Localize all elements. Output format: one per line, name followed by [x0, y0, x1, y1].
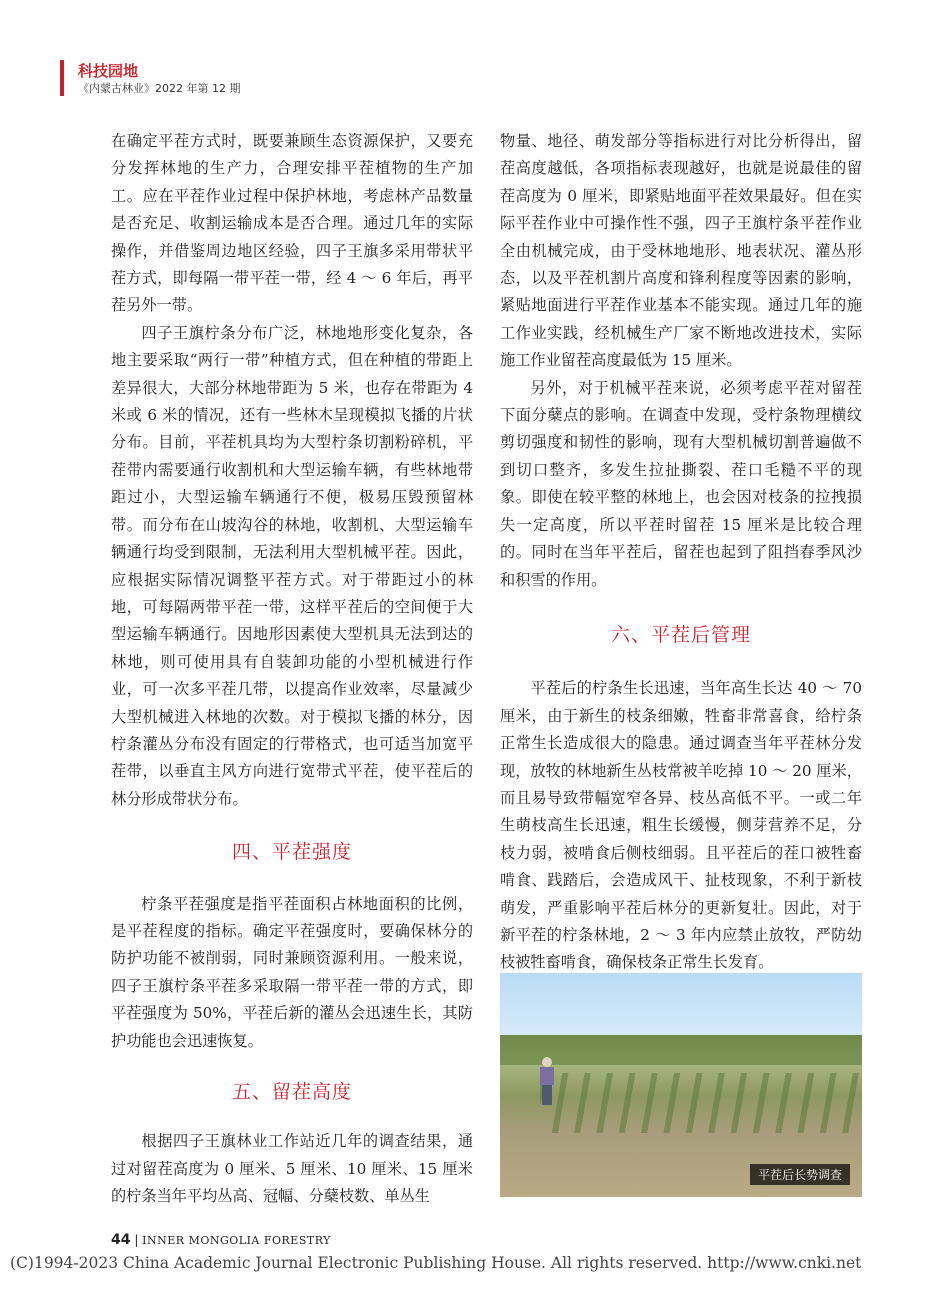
paragraph: 另外，对于机械平茬来说，必须考虑平茬对留茬下面分蘖点的影响。在调查中发现，受柠条物理横纹剪切强度和韧性的影响，现有大型机械切割普遍做不到切口整齐，多发生拉扯撕裂、茬口毛糙不平的现象。即使在较平整的林地上，也会因对枝条的拉拽损失一定高度，所以平茬时留茬 15 厘米是比较合理的。同时在当年平茬后，留茬也起到了阻挡春季风沙和积雪的作用。: [500, 378, 862, 589]
page-footer: [111, 1232, 331, 1248]
paragraph: 在确定平茬方式时，既要兼顾生态资源保护，又要充分发挥林地的生产力，合理安排平茬植物的生产加工。应在平茬作业过程中保护林地，考虑林产品数量是否充足、收割运输成本是否合理。通过几年的实际操作，并借鉴周边地区经验，四子王旗多采用带状平茬方式，即每隔一带平茬一带，经 4 ～ 6 年后，再平茬另外一带。: [111, 132, 473, 315]
header-accent-bar: [60, 60, 64, 96]
heading-section-5: 五、留茬高度: [231, 1081, 352, 1103]
heading-section-4: 四、平茬强度: [231, 841, 352, 864]
footer-divider: |: [134, 1233, 143, 1247]
page-number: 44: [111, 1232, 131, 1248]
field-photo: [500, 973, 862, 1197]
paragraph: 四子王旗柠条分布广泛，林地地形变化复杂，各地主要采取“两行一带”种植方式，但在种植的带距上差异很大，大部分林地带距为 5 米，也存在带距为 4 米或 6 米的情况，还有一些林木呈现模拟飞播的片状分布。目前，平茬机具均为大型柠条切割粉碎机，平茬带内需要通行收割机和大型运输车辆，有些林地带距过小，大型运输车辆通行不便，极易压毁预留林带。而分布在山坡沟谷的林地，收割机、大型运输车辆通行均受到限制，无法利用大型机械平茬。因此，应根据实际情况调整平茬方式。对于带距过小的林地，可每隔两带平茬一带，这样平茬后的空间便于大型运输车辆通行。因地形因素使大型机具无法到达的林地，则可使用具有自装卸功能的小型机械进行作业，可一次多平茬几带，以提高作业效率，尽量减少大型机械进入林地的次数。对于模拟飞播的林分，因柠条灌丛分布没有固定的行带格式，也可适当加宽平茬带，以垂直主风方向进行宽带式平茬，使平茬后的林分形成带状分布。: [111, 323, 473, 808]
paragraph: 平茬后的柠条生长迅速，当年高生长达 40 ～ 70 厘米，由于新生的枝条细嫩，牲畜非常喜食，给柠条正常生长造成很大的隐患。通过调查当年平茬林分发现，放牧的林地新生丛枝常被羊吃掉 10 ～ 20 厘米，而且易导致带幅宽窄各异、枝丛高低不平。一或二年生萌枝高生长迅速，粗生长缓慢，侧芽营养不足，分枝力弱，被啃食后侧枝细弱。且平茬后的茬口被牲畜啃食、践踏后，会造成风干、扯枝现象，不利于新枝萌发，严重影响平茬后林分的更新复壮。因此，对于新平茬的柠条林地，2 ～ 3 年内应禁止放牧，严防幼枝被牲畜啃食，确保枝条正常生长发育。: [500, 679, 862, 972]
heading-section-6: 六、平茬后管理: [610, 623, 751, 646]
left-column: [111, 128, 473, 1211]
paragraph: 柠条平茬强度是指平茬面积占林地面积的比例，是平茬程度的指标。确定平茬强度时，要确保林分的防护功能不被削弱，同时兼顾资源利用。一般来说，四子王旗柠条平茬多采取隔一带平茬一带的方式，即平茬强度为 50%，平茬后新的灌丛会迅速生长，其防护功能也会迅速恢复。: [111, 894, 473, 1050]
photo-person: [538, 1057, 556, 1105]
journal-name: INNER MONGOLIA FORESTRY: [142, 1234, 331, 1247]
section-label: 科技园地: [78, 62, 139, 80]
issue-info: 《内蒙古林业》2022 年第 12 期: [78, 82, 241, 95]
photo-caption: 平茬后长势调查: [750, 1164, 850, 1185]
paragraph: 根据四子王旗林业工作站近几年的调查结果，通过对留茬高度为 0 厘米、5 厘米、10 厘米、15 厘米的柠条当年平均丛高、冠幅、分蘖枝数、单丛生: [111, 1132, 473, 1206]
photo-shrub-rows: [540, 1073, 860, 1133]
paragraph: 物量、地径、萌发部分等指标进行对比分析得出，留茬高度越低，各项指标表现越好，也就是说最佳的留茬高度为 0 厘米，即紧贴地面平茬效果最好。但在实际平茬作业中可操作性不强，四子王旗柠条平茬作业全由机械完成，由于受林地地形、地表状况、灌丛形态，以及平茬机割片高度和锋利程度等因素的影响，紧贴地面进行平茬作业基本不能实现。通过几年的施工作业实践，经机械生产厂家不断地改进技术，实际施工作业留茬高度最低为 15 厘米。: [500, 132, 862, 370]
copyright-line: (C)1994-2023 China Academic Journal Electronic Publishing House. All rights reserved. http://www.cnki.net: [10, 1254, 862, 1272]
right-column: [500, 128, 862, 977]
